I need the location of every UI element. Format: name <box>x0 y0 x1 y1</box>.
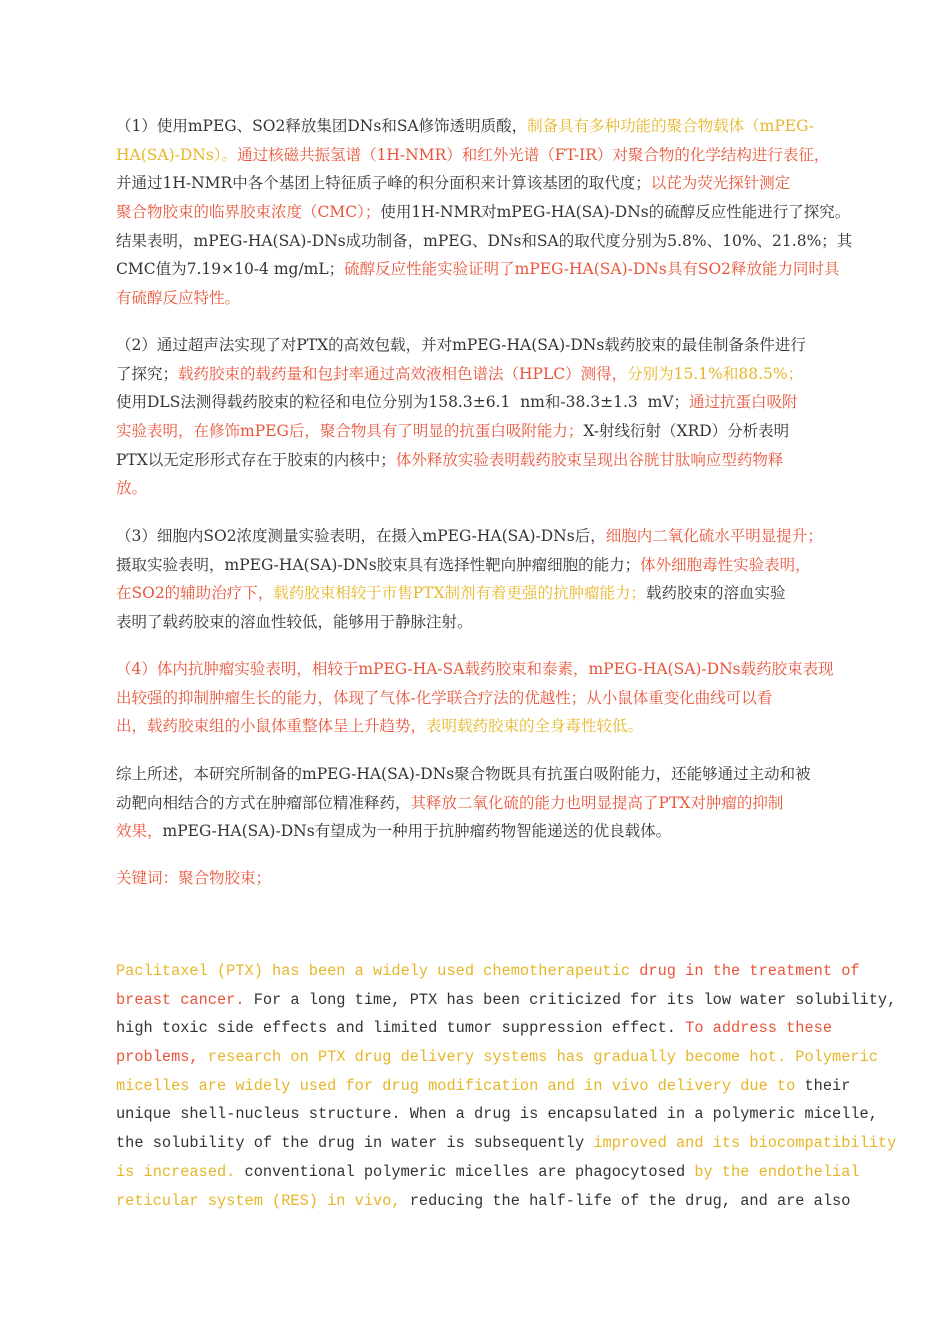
text-segment: 载药胶束的溶血实验 <box>646 584 786 603</box>
text-line <box>116 864 856 893</box>
text-line <box>116 227 856 256</box>
text-segment: X-射线衍射（XRD）分析表明 <box>583 422 790 441</box>
text-segment: reducing the half-life of the drug, and are also <box>400 1191 851 1210</box>
highlighted-text-segment: 制备具有多种功能的聚合物载体（mPEG- <box>527 117 814 135</box>
keywords <box>116 864 856 893</box>
text-segment: the solubility of the drug in water is subsequently <box>116 1134 594 1153</box>
highlighted-text-segment: 实验表明，在修饰mPEG后，聚合物具有了明显的抗蛋白吸附能力； <box>116 422 584 441</box>
highlighted-text-segment: 有硫醇反应特性。 <box>116 289 241 308</box>
text-segment: 摄取实验表明，mPEG-HA(SA)-DNs胶束具有选择性靶向肿瘤细胞的能力； <box>116 555 641 574</box>
text-segment: their <box>795 1076 851 1095</box>
text-segment: 了探究； <box>116 364 179 383</box>
highlighted-text-segment: 表明载药胶束的全身毒性较低。 <box>426 717 644 736</box>
text-line <box>116 388 856 417</box>
english-abstract <box>116 957 897 1215</box>
text-line <box>116 789 856 818</box>
highlighted-text-segment: 关键词：聚合物胶束； <box>116 869 272 887</box>
highlighted-text-segment: problems, <box>116 1048 199 1067</box>
text-segment: 动靶向相结合的方式在肿瘤部位精准释药， <box>116 793 411 812</box>
highlighted-text-segment: 其释放二氧化硫的能力也明显提高了PTX对肿瘤的抑制 <box>410 793 784 812</box>
highlighted-text-segment: micelles are widely used for drug modification and in vivo delivery due to <box>116 1076 796 1095</box>
text-segment: high toxic side effects and limited tumor suppression effect. <box>116 1019 686 1038</box>
highlighted-text-segment: 效果， <box>116 822 163 841</box>
text-line <box>116 360 856 389</box>
text-segment: For a long time, PTX has been criticized for its low water solubility, <box>244 990 897 1009</box>
highlighted-text-segment: 分别为15.1%和88.5%； <box>627 364 804 383</box>
highlighted-text-segment: reticular system (RES) in vivo, <box>116 1191 401 1210</box>
highlighted-text-segment: 以芘为荧光探针测定 <box>650 174 791 193</box>
text-segment: 使用DLS法测得载药胶束的粒径和电位分别为158.3±6.1 nm和-38.3±1.3 mV； <box>116 393 690 412</box>
highlighted-text-segment: research on PTX drug delivery systems has gradually become hot. Polymeric <box>198 1048 878 1067</box>
text-line <box>116 1129 897 1158</box>
highlighted-text-segment: is increased. <box>116 1162 236 1181</box>
highlighted-text-segment: by the endothelial <box>694 1162 860 1181</box>
text-line <box>116 1158 860 1187</box>
text-line <box>116 1187 856 1216</box>
highlighted-text-segment: （4）体内抗肿瘤实验表明，相较于mPEG-HA-SA载药胶束和泰素，mPEG-HA(SA)-DNs载药胶束表现 <box>116 660 834 678</box>
text-line <box>116 1043 878 1072</box>
highlighted-text-segment: 通过核磁共振氢谱（1H-NMR）和红外光谱（FT-IR）对聚合物的化学结构进行表征， <box>237 145 830 164</box>
text-line <box>116 957 860 986</box>
highlighted-text-segment: 细胞内二氧化硫水平明显提升； <box>605 527 823 545</box>
abstract-point-1 <box>116 112 856 313</box>
text-line <box>116 446 856 475</box>
highlighted-text-segment: 体外细胞毒性实验表明， <box>640 555 811 574</box>
highlighted-text-segment: drug in the treatment of <box>639 962 860 980</box>
highlighted-text-segment: 载药胶束相较于市售PTX制剂有着更强的抗肿瘤能力； <box>273 584 647 603</box>
text-line <box>116 255 856 284</box>
text-line <box>116 579 856 608</box>
text-segment: （2）通过超声法实现了对PTX的高效包载，并对mPEG-HA(SA)-DNs载药胶束的最佳制备条件进行 <box>116 336 806 354</box>
highlighted-text-segment: 在SO2的辅助治疗下， <box>116 584 274 603</box>
highlighted-text-segment: To address these <box>685 1019 833 1038</box>
text-line <box>116 684 856 713</box>
text-line <box>116 112 856 141</box>
highlighted-text-segment: HA(SA)-DNs）。 <box>116 145 238 164</box>
highlighted-text-segment: 聚合物胶束的临界胶束浓度（CMC）； <box>116 203 381 222</box>
highlighted-text-segment: 出，载药胶束组的小鼠体重整体呈上升趋势， <box>116 717 427 736</box>
text-segment: 综上所述，本研究所制备的mPEG-HA(SA)-DNs聚合物既具有抗蛋白吸附能力，还能够通过主动和被 <box>116 765 811 783</box>
abstract-summary <box>116 760 856 846</box>
highlighted-text-segment: Paclitaxel (PTX) has been a widely used chemotherapeutic <box>116 962 640 980</box>
abstract-point-4 <box>116 655 856 741</box>
text-line <box>116 817 856 846</box>
highlighted-text-segment: 放。 <box>116 479 148 498</box>
text-segment: conventional polymeric micelles are phagocytosed <box>235 1162 695 1181</box>
highlighted-text-segment: 载药胶束的载药量和包封率通过高效液相色谱法（HPLC）测得， <box>178 364 628 383</box>
text-segment: （3）细胞内SO2浓度测量实验表明，在摄入mPEG-HA(SA)-DNs后， <box>116 527 606 545</box>
text-line <box>116 141 856 170</box>
text-line <box>116 608 856 637</box>
text-line <box>116 1014 856 1043</box>
text-line <box>116 986 897 1015</box>
text-line <box>116 331 856 360</box>
text-segment: 并通过1H-NMR中各个基团上特征质子峰的积分面积来计算该基团的取代度； <box>116 174 651 193</box>
text-line <box>116 474 856 503</box>
text-segment: mPEG-HA(SA)-DNs有望成为一种用于抗肿瘤药物智能递送的优良载体。 <box>162 822 672 841</box>
text-line <box>116 712 856 741</box>
text-segment: 使用1H-NMR对mPEG-HA(SA)-DNs的硫醇反应性能进行了探究。 <box>380 203 851 222</box>
text-segment: PTX以无定形形式存在于胶束的内核中； <box>116 450 396 469</box>
highlighted-text-segment: breast cancer. <box>116 990 245 1009</box>
highlighted-text-segment: improved and its biocompatibility <box>593 1134 897 1153</box>
text-line <box>116 198 856 227</box>
abstract-point-2 <box>116 331 856 503</box>
highlighted-text-segment: 通过抗蛋白吸附 <box>689 393 798 412</box>
highlighted-text-segment: 硫醇反应性能实验证明了mPEG-HA(SA)-DNs具有SO2释放能力同时具 <box>344 260 840 279</box>
text-line <box>116 1072 856 1101</box>
text-line <box>116 522 856 551</box>
text-line <box>116 169 856 198</box>
abstract-point-3 <box>116 522 856 637</box>
text-segment: （1）使用mPEG、SO2释放集团DNs和SA修饰透明质酸， <box>116 117 528 135</box>
text-segment: CMC值为7.19×10-4 mg/mL； <box>116 260 345 279</box>
highlighted-text-segment: 出较强的抑制肿瘤生长的能力，体现了气体-化学联合疗法的优越性；从小鼠体重变化曲线可以看 <box>116 688 773 707</box>
text-line <box>116 417 856 446</box>
text-line <box>116 760 856 789</box>
text-segment: 表明了载药胶束的溶血性较低，能够用于静脉注射。 <box>116 613 473 632</box>
text-line <box>116 551 856 580</box>
text-segment: 结果表明，mPEG-HA(SA)-DNs成功制备，mPEG、DNs和SA的取代度分别为5.8%、10%、21.8%；其 <box>116 231 853 250</box>
text-line <box>116 284 856 313</box>
highlighted-text-segment: 体外释放实验表明载药胶束呈现出谷胱甘肽响应型药物释 <box>395 450 784 469</box>
text-segment: unique shell-nucleus structure. When a drug is encapsulated in a polymeric micelle, <box>116 1105 878 1124</box>
text-line <box>116 655 856 684</box>
text-line <box>116 1100 878 1129</box>
